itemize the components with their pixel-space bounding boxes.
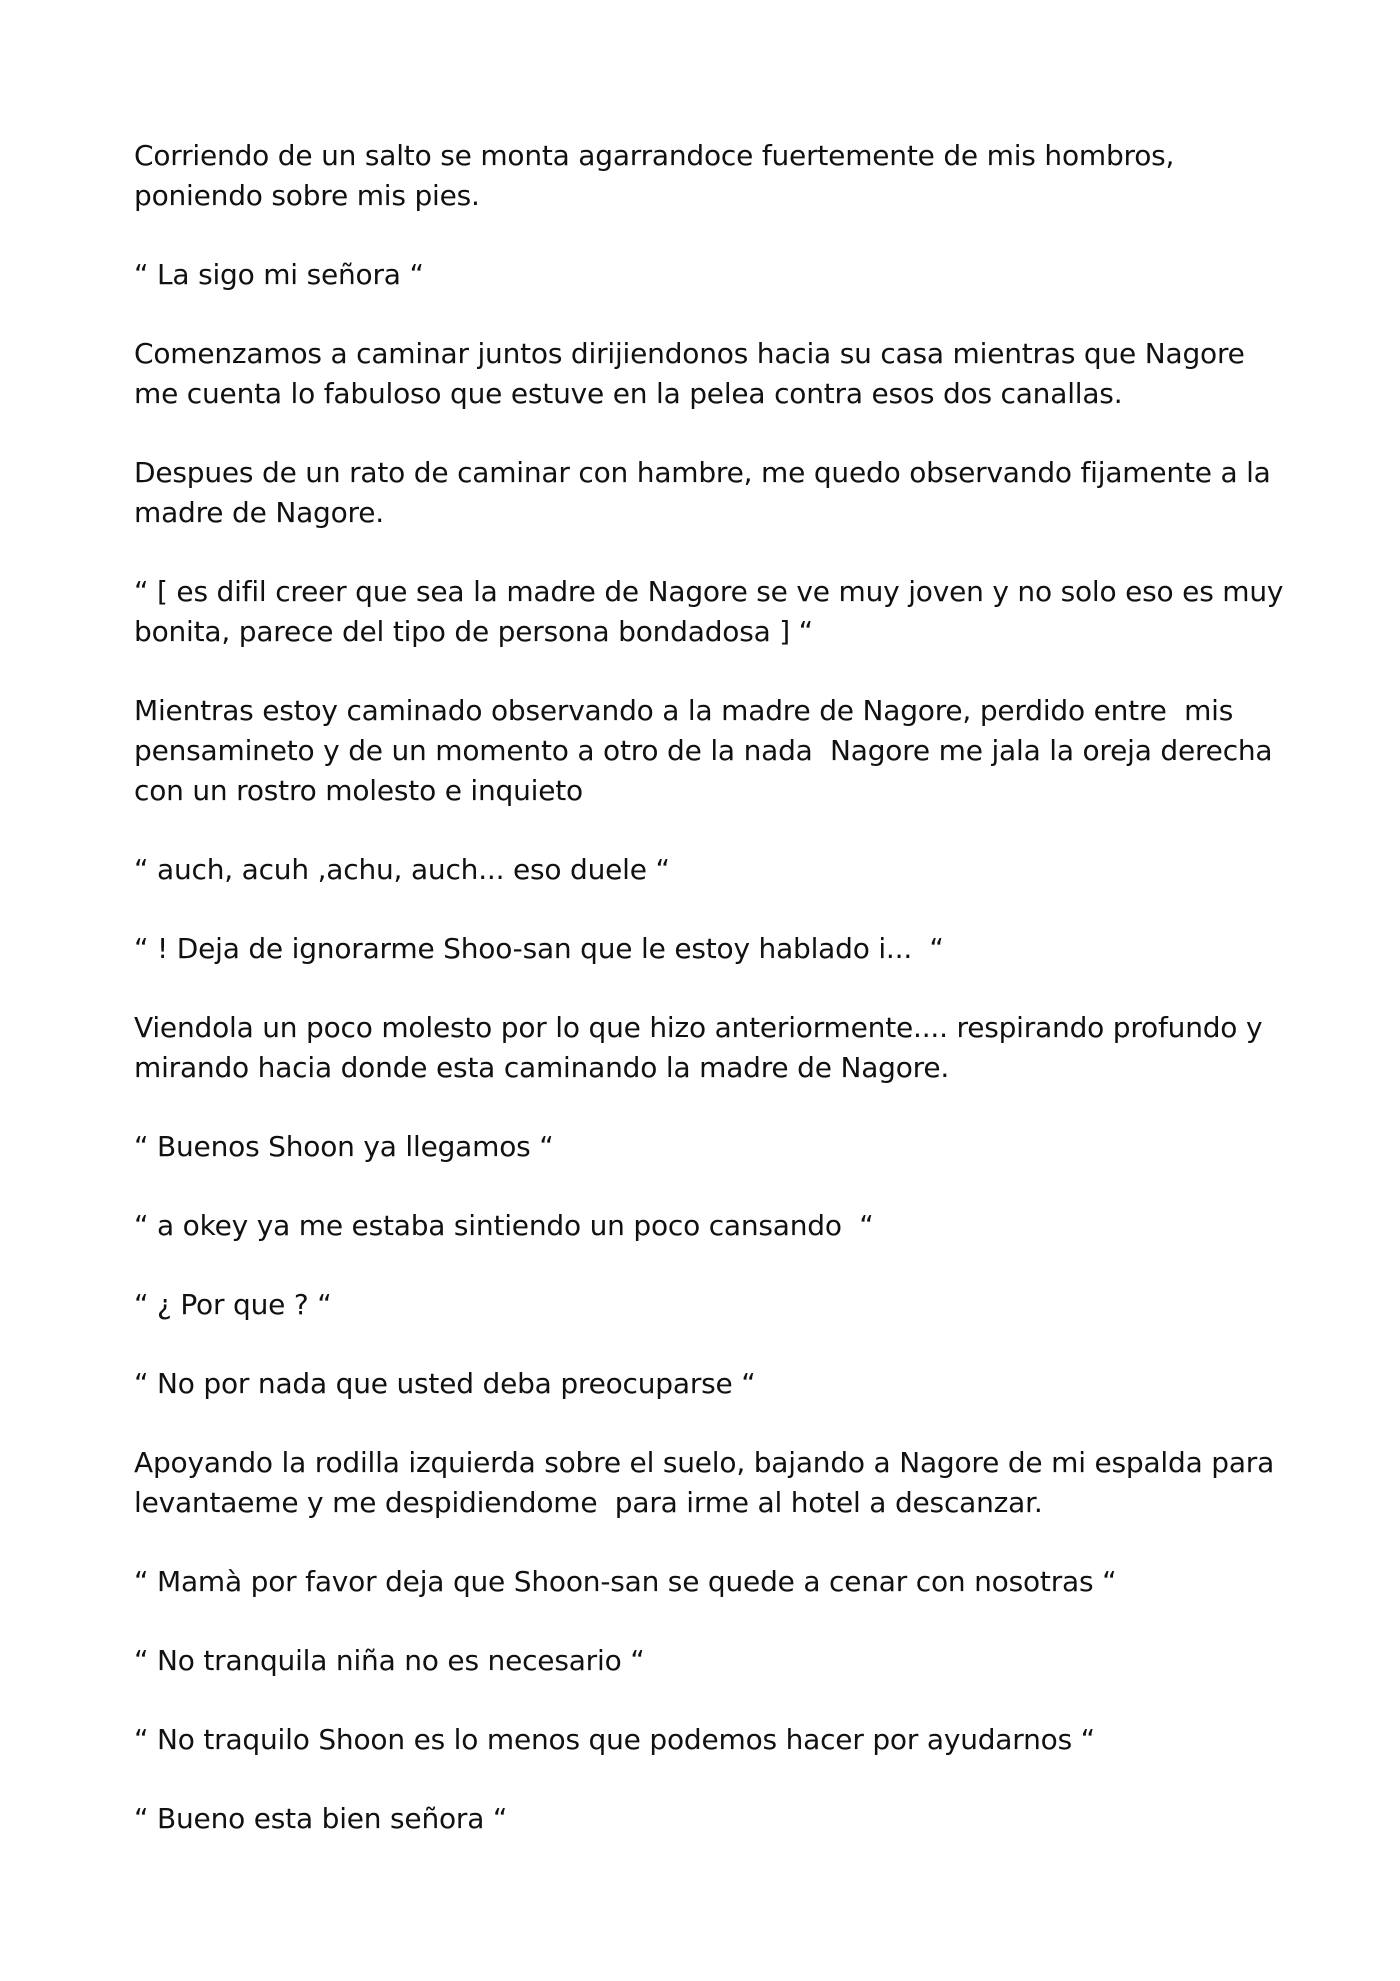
paragraph: “ ¿ Por que ? “ (134, 1288, 332, 1321)
paragraph: Comenzamos a caminar juntos dirijiendonos hacia su casa mientras que Nagore me cuenta lo fabuloso que estuve en la pelea contra esos dos canallas. (134, 337, 1254, 410)
paragraph: Corriendo de un salto se monta agarrandoce fuertemente de mis hombros, poniendo sobre mis pies. (134, 139, 1183, 212)
paragraph: “ No por nada que usted deba preocuparse “ (134, 1367, 756, 1400)
paragraph: “ [ es difil creer que sea la madre de Nagore se ve muy joven y no solo eso es muy bonita, parece del tipo de persona bondadosa ] “ (134, 575, 1292, 648)
paragraph: “ No tranquila niña no es necesario “ (134, 1644, 645, 1677)
paragraph: Apoyando la rodilla izquierda sobre el suelo, bajando a Nagore de mi espalda para levantaeme y me despidiendome para irme al hotel a descanzar. (134, 1446, 1283, 1519)
paragraph: “ auch, acuh ,achu, auch... eso duele “ (134, 853, 670, 886)
paragraph: “ Buenos Shoon ya llegamos “ (134, 1130, 554, 1163)
paragraph: “ La sigo mi señora “ (134, 258, 424, 291)
paragraph: “ Mamà por favor deja que Shoon-san se quede a cenar con nosotras “ (134, 1565, 1117, 1598)
paragraph: “ Bueno esta bien señora “ (134, 1802, 508, 1835)
paragraph: “ ! Deja de ignorarme Shoo-san que le estoy hablado i... “ (134, 932, 944, 965)
paragraph: Despues de un rato de caminar con hambre, me quedo observando fijamente a la madre de Nagore. (134, 456, 1280, 529)
paragraph: “ No traquilo Shoon es lo menos que podemos hacer por ayudarnos “ (134, 1723, 1095, 1756)
paragraph: “ a okey ya me estaba sintiendo un poco cansando “ (134, 1209, 874, 1242)
paragraph: Mientras estoy caminado observando a la madre de Nagore, perdido entre mis pensamineto y de un momento a otro de la nada Nagore me jala la oreja derecha con un rostro molesto e inquieto (134, 694, 1282, 807)
document-body (134, 136, 1292, 1878)
paragraph: Viendola un poco molesto por lo que hizo anteriormente.... respirando profundo y mirando hacia donde esta caminando la madre de Nagore. (134, 1011, 1272, 1084)
